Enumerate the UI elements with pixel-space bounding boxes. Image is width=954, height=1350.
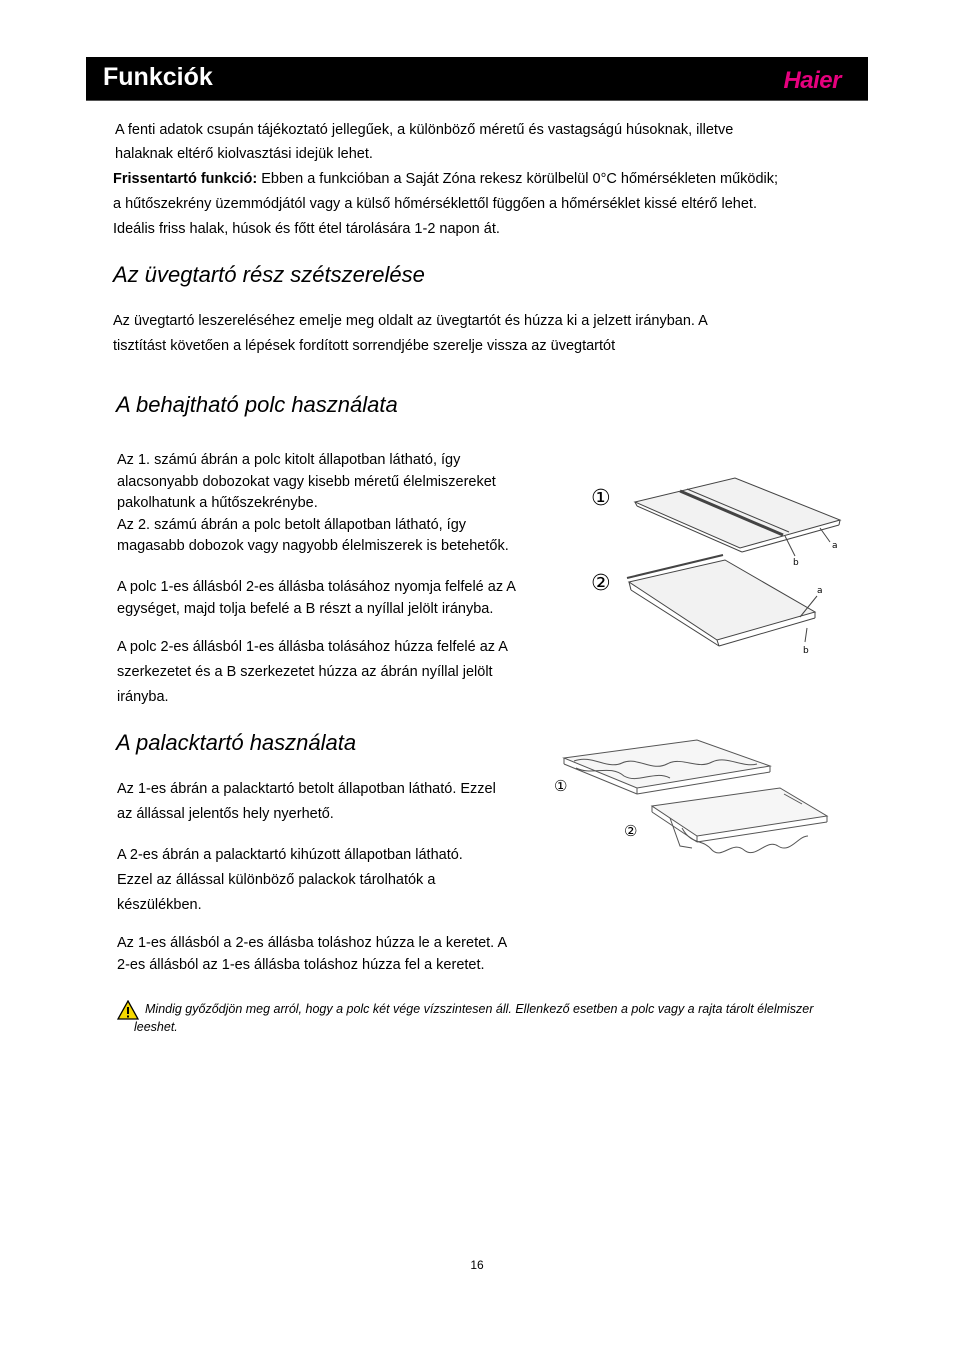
bottle-p3-line-2: 2-es állásból az 1-es állásba toláshoz húzza fel a keretet. — [117, 957, 485, 973]
haier-logo: Haier — [783, 67, 841, 94]
fresh-function-text: Ebben a funkcióban a Saját Zóna rekesz körülbelül 0°C hőmérsékleten működik; — [257, 171, 779, 187]
intro-line-2: halaknak eltérő kiolvasztási idejük lehet. — [115, 146, 373, 162]
warning-triangle-icon — [117, 1000, 139, 1020]
shelf-p1-line-4: Az 2. számú ábrán a polc betolt állapotban látható, így — [117, 517, 467, 533]
bottle-p2-line-2: Ezzel az állással különböző palackok tárolhatók a — [117, 872, 436, 888]
warning-note — [117, 1000, 857, 1036]
shelf-p1-line-3: pakolhatunk a hűtőszekrénybe. — [117, 495, 318, 511]
bottle-p2-line-3: készülékben. — [117, 897, 202, 913]
bottle-p2-line-1: A 2-es ábrán a palacktartó kihúzott állapotban látható. — [117, 847, 463, 863]
shelf-fig1-label-b: b — [793, 558, 799, 568]
shelf-fig-num-2: ② — [591, 571, 611, 596]
shelf-p1-line-2: alacsonyabb dobozokat vagy kisebb méretű élelmiszereket — [117, 474, 496, 490]
warning-text-line-2: leeshet. — [134, 1020, 178, 1034]
shelf-p1-line-5: magasabb dobozok vagy nagyobb élelmiszerek is betehetők. — [117, 538, 509, 554]
shelf-fig-num-1: ① — [591, 486, 611, 511]
fresh-function-label: Frissentartó funkció: — [113, 171, 258, 187]
bottle-p3-line-1: Az 1-es állásból a 2-es állásba toláshoz húzza le a keretet. A — [117, 935, 508, 951]
shelf-p3-line-1: A polc 2-es állásból 1-es állásba tolásához húzza felfelé az A — [117, 639, 508, 655]
shelf-p3-line-2: szerkezetet és a B szerkezetet húzza az ábrán nyíllal jelölt — [117, 664, 493, 680]
bottle-fig-num-1: ① — [554, 777, 568, 795]
shelf-p2-line-1: A polc 1-es állásból 2-es állásba tolásához nyomja felfelé az A — [117, 579, 516, 595]
foldable-shelf-figure — [585, 470, 855, 660]
shelf-p2-line-2: egységet, majd tolja befelé a B részt a nyíllal jelölt irányba. — [117, 601, 494, 617]
shelf-fig1-label-a: a — [832, 541, 838, 551]
fresh-function-line-3: Ideális friss halak, húsok és főtt étel tárolására 1-2 napon át. — [113, 221, 500, 237]
section-header-bar — [86, 57, 868, 100]
shelf-fig2-label-b: b — [803, 646, 809, 656]
fresh-function-line-2: a hűtőszekrény üzemmódjától vagy a külső hőmérséklettől függően a hőmérséklet kissé eltérő lehet. — [113, 196, 757, 212]
bottle-holder-figure — [552, 728, 847, 893]
page-number: 16 — [470, 1258, 484, 1272]
bottle-holder-heading: A palacktartó használata — [116, 730, 357, 755]
section-title: Funkciók — [103, 63, 213, 91]
shelf-p3-line-3: irányba. — [117, 689, 169, 705]
shelf-fig2-label-a: a — [817, 586, 823, 596]
bottle-fig-num-2: ② — [624, 822, 638, 840]
shelf-p1-line-1: Az 1. számú ábrán a polc kitolt állapotban látható, így — [117, 452, 461, 468]
fresh-function-line-1 — [113, 167, 778, 192]
bottle-p1-line-2: az állással jelentős hely nyerhető. — [117, 806, 334, 822]
glass-holder-heading: Az üvegtartó rész szétszerelése — [113, 262, 425, 287]
intro-line-1: A fenti adatok csupán tájékoztató jellegűek, a különböző méretű és vastagságú húsoknak, illetve — [115, 122, 734, 138]
bottle-p1-line-1: Az 1-es ábrán a palacktartó betolt állapotban látható. Ezzel — [117, 781, 496, 797]
glass-holder-line-2: tisztítást követően a lépések fordított sorrendjébe szerelje vissza az üvegtartót — [113, 338, 616, 354]
foldable-shelf-heading: A behajtható polc használata — [116, 392, 398, 417]
warning-text-line-1: Mindig győződjön meg arról, hogy a polc két vége vízszintesen áll. Ellenkező esetben a polc vagy a rajta tárolt élelmiszer — [145, 1002, 814, 1016]
glass-holder-line-1: Az üvegtartó leszereléséhez emelje meg oldalt az üvegtartót és húzza ki a jelzett irányban. A — [113, 313, 708, 329]
